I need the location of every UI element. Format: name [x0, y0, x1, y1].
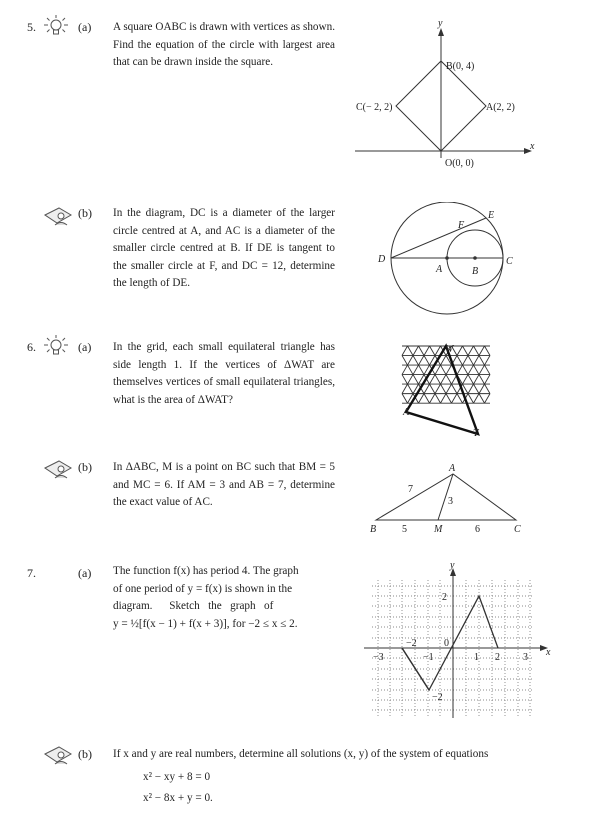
grid-line: [468, 346, 474, 356]
vertex-B-label: B(0, 4): [446, 61, 475, 72]
part-label-5b: (b): [78, 206, 92, 220]
question-6a-text: In the grid, each small equilateral triangle has side length 1. If the vertices of ΔWAT are themselves vertices of small equilateral triangles, what is the area of ΔWAT?: [113, 341, 335, 406]
vertex-W-label: W: [445, 344, 454, 355]
grid-line: [430, 375, 436, 385]
grid-line: [408, 356, 414, 366]
grid-line: [479, 384, 485, 394]
grid-line: [446, 375, 452, 385]
grid-line: [485, 384, 491, 394]
grid-line: [441, 375, 447, 385]
diagram-5b-circles: [372, 202, 522, 317]
grid-line: [479, 346, 485, 356]
grid-line: [457, 365, 463, 375]
grid-line: [419, 365, 425, 375]
axis-y-label: y: [450, 560, 455, 571]
diagram-7a-periodic-graph: [358, 560, 558, 725]
grid-line: [419, 356, 425, 366]
question-number-7: 7.: [27, 566, 36, 580]
grid-line: [413, 346, 419, 356]
grid-line: [402, 384, 408, 394]
part-label-6b: (b): [78, 460, 92, 474]
grid-line: [479, 356, 485, 366]
grid-line: [413, 375, 419, 385]
tick-x-pos2: 2: [495, 652, 500, 663]
vertex-A-label: A: [449, 463, 456, 474]
grid-line: [468, 365, 474, 375]
tick-x-pos1: 1: [474, 652, 479, 663]
point-F-label: F: [458, 220, 465, 231]
tick-x-neg1: −1: [423, 652, 434, 663]
grid-line: [435, 384, 441, 394]
grid-line: [463, 375, 469, 385]
point-C-label: C: [506, 256, 513, 267]
grid-line: [402, 356, 408, 366]
lightbulb-icon: [43, 14, 69, 38]
question-7b-text: If x and y are real numbers, determine all solutions (x, y) of the system of equations: [113, 748, 489, 760]
vertex-T-label: T: [473, 428, 479, 439]
grid-line: [435, 375, 441, 385]
grid-line: [435, 394, 441, 404]
axis-y-label: y: [438, 18, 443, 29]
vertex-C-label: C(− 2, 2): [356, 102, 393, 113]
part-label-7a: (a): [78, 566, 92, 580]
grid-line: [402, 394, 408, 404]
axis-x-label: x: [546, 647, 551, 658]
question-number-6: 6.: [27, 340, 36, 354]
length-MC-label: 6: [475, 524, 480, 535]
grid-line: [424, 346, 430, 356]
grid-line: [474, 346, 480, 356]
grid-line: [408, 346, 414, 356]
grid-line: [463, 356, 469, 366]
grid-line: [430, 384, 436, 394]
grid-line: [435, 346, 441, 356]
tick-x-neg3: −3: [373, 652, 384, 663]
grid-line: [446, 365, 452, 375]
diagram-5a-square: [350, 18, 540, 168]
question-7a-line3: diagram. Sketch the graph of: [113, 600, 274, 612]
grid-line: [468, 375, 474, 385]
part-label-5a: (a): [78, 20, 92, 34]
grid-line: [468, 384, 474, 394]
question-7a-line1: The function f(x) has period 4. The graph: [113, 565, 299, 577]
grid-line: [408, 384, 414, 394]
grid-line: [485, 346, 491, 356]
grid-line: [441, 356, 447, 366]
grid-line: [441, 384, 447, 394]
point-D-label: D: [378, 254, 386, 265]
teacher-at-board-icon: [43, 744, 73, 768]
grid-line: [424, 394, 430, 404]
length-BM-label: 5: [402, 524, 407, 535]
tick-origin: 0: [444, 638, 449, 649]
grid-line: [446, 394, 452, 404]
length-AM-label: 3: [448, 496, 453, 507]
grid-line: [457, 356, 463, 366]
part-label-7b: (b): [78, 747, 92, 761]
question-6b-text: In ΔABC, M is a point on BC such that BM = 5 and MC = 6. If AM = 3 and AB = 7, determine the exact value of AC.: [113, 461, 335, 508]
vertex-A-label: A(2, 2): [486, 102, 515, 113]
axis-x-label: x: [530, 141, 535, 152]
point-M-label: M: [434, 524, 443, 535]
grid-line: [430, 394, 436, 404]
teacher-at-board-icon: [43, 458, 73, 482]
point-A-label: A: [436, 264, 443, 275]
grid-line: [468, 394, 474, 404]
grid-line: [408, 365, 414, 375]
question-7a-text: [113, 563, 335, 633]
grid-line: [419, 394, 425, 404]
grid-line: [474, 356, 480, 366]
grid-line: [452, 394, 458, 404]
grid-line: [474, 375, 480, 385]
grid-line: [474, 384, 480, 394]
grid-line: [402, 346, 408, 356]
question-number-5: 5.: [27, 20, 36, 34]
teacher-at-board-icon: [43, 205, 73, 229]
grid-line: [424, 356, 430, 366]
tick-x-pos3: 3: [523, 652, 528, 663]
lightbulb-icon: [43, 334, 69, 358]
grid-line: [474, 365, 480, 375]
grid-line: [485, 365, 491, 375]
grid-line: [430, 346, 436, 356]
question-5b-text: In the diagram, DC is a diameter of the larger circle centred at A, and AC is a diameter of the smaller circle centred at B. If DE is tangent to the smaller circle at F, and DC = 12, determine the length of DE.: [113, 207, 335, 289]
grid-line: [441, 394, 447, 404]
vertex-A-label: A: [403, 407, 410, 418]
grid-line: [402, 375, 408, 385]
tick-y-neg2: −2: [432, 692, 443, 703]
grid-line: [452, 384, 458, 394]
vertex-O-label: O(0, 0): [445, 158, 474, 168]
grid-line: [479, 375, 485, 385]
diagram-6b-triangle: [362, 460, 532, 540]
grid-line: [463, 365, 469, 375]
point-B-label: B: [472, 266, 479, 277]
length-AB-label: 7: [408, 484, 413, 495]
grid-line: [402, 365, 408, 375]
grid-line: [424, 384, 430, 394]
point-E-label: E: [488, 210, 495, 221]
grid-line: [441, 365, 447, 375]
grid-line: [435, 365, 441, 375]
part-label-6a: (a): [78, 340, 92, 354]
diagram-6a-triangle-grid: [398, 340, 493, 440]
grid-line: [474, 394, 480, 404]
grid-line: [408, 375, 414, 385]
question-7a-line4: y = ½[f(x − 1) + f(x + 3)], for −2 ≤ x ≤ 2.: [113, 617, 298, 630]
grid-line: [413, 356, 419, 366]
grid-line: [419, 346, 425, 356]
grid-line: [485, 394, 491, 404]
equation-1: x² − xy + 8 = 0: [143, 771, 211, 783]
grid-line: [479, 394, 485, 404]
vertex-B-label: B: [370, 524, 377, 535]
grid-line: [446, 384, 452, 394]
grid-line: [463, 346, 469, 356]
grid-line: [457, 346, 463, 356]
question-5a-text: A square OABC is drawn with vertices as shown. Find the equation of the circle with largest area that can be drawn inside the square.: [113, 21, 335, 68]
grid-line: [485, 375, 491, 385]
tick-x-neg2: −2: [406, 638, 417, 649]
tick-y-pos2: 2: [442, 592, 447, 603]
grid-line: [485, 356, 491, 366]
equation-2: x² − 8x + y = 0.: [143, 792, 213, 804]
grid-line: [413, 365, 419, 375]
grid-line: [457, 394, 463, 404]
question-7a-line2: of one period of y = f(x) is shown in the: [113, 582, 293, 595]
grid-line: [468, 356, 474, 366]
grid-line: [479, 365, 485, 375]
vertex-C-label: C: [514, 524, 521, 535]
